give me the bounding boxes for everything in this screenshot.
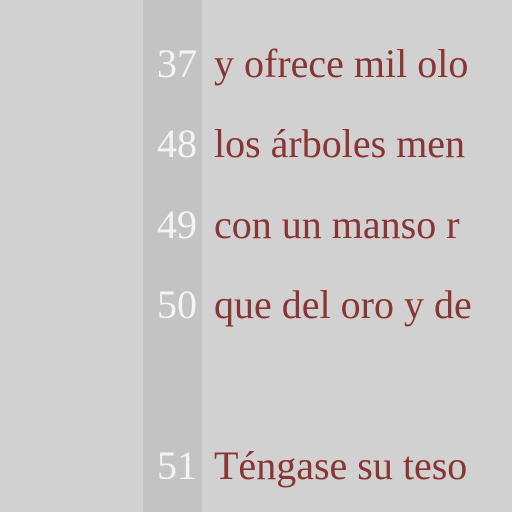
verse-text: y ofrece mil olo xyxy=(214,41,469,86)
line-number: 49 xyxy=(157,202,197,247)
verse-line xyxy=(0,34,512,94)
verse-text: con un manso r xyxy=(214,202,460,247)
verse-line xyxy=(0,195,512,255)
verse-text: que del oro y de xyxy=(214,282,472,327)
line-number: 50 xyxy=(157,282,197,327)
verse-line xyxy=(0,275,512,335)
line-number: 37 xyxy=(157,41,197,86)
verse-line xyxy=(0,114,512,174)
line-number: 48 xyxy=(157,121,197,166)
verse-line xyxy=(0,436,512,496)
line-number: 51 xyxy=(157,443,197,488)
verse-text: los árboles men xyxy=(214,121,466,166)
verse-text: Téngase su teso xyxy=(214,443,468,488)
